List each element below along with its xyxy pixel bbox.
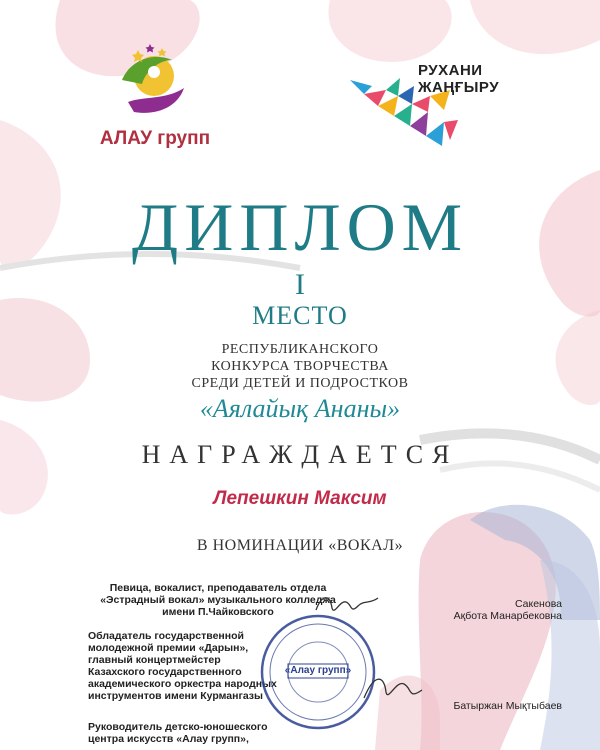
signatory-3-line-2: центра искусств «Алау групп», xyxy=(88,733,249,745)
signatory-2-line-1: Обладатель государственной xyxy=(88,630,244,642)
recipient-name: Лепешкин Максим xyxy=(213,488,387,509)
diploma-title: ДИПЛОМ xyxy=(131,189,469,265)
rukhani-logo-text xyxy=(418,62,499,96)
rukhani-line-1: РУХАНИ xyxy=(418,62,483,79)
signatory-2-line-5: академического оркестра народных xyxy=(88,678,277,690)
rukhani-line-2: ЖАҢҒЫРУ xyxy=(418,79,500,96)
alau-logo-icon xyxy=(88,40,218,125)
signatory-1-name xyxy=(412,598,562,622)
contest-name: «Аялайық Ананы» xyxy=(199,394,401,423)
signature-2 xyxy=(360,668,430,708)
contest-line-2: КОНКУРСА ТВОРЧЕСТВА xyxy=(211,359,389,374)
signatory-2-line-4: Казахского государственного xyxy=(88,666,242,678)
signatory-2-line-6: инструментов имени Курмангазы xyxy=(88,690,263,702)
signatory-2-line-2: молодежной премии «Дарын», xyxy=(88,642,249,654)
contest-line-3: СРЕДИ ДЕТЕЙ И ПОДРОСТКОВ xyxy=(191,376,409,391)
alau-logo-text: АЛАУ групп xyxy=(99,128,211,149)
contest-description xyxy=(0,341,600,392)
place-number: I xyxy=(295,268,305,301)
signatory-1-line-3: имени П.Чайковского xyxy=(162,606,274,618)
place-label: МЕСТО xyxy=(252,301,348,330)
signatory-2-name: Батыржан Мықтыбаев xyxy=(453,700,562,712)
signatory-1-line-2: «Эстрадный вокал» музыкального колледжа xyxy=(100,594,336,606)
signatory-1-name-line-2: Ақбота Манарбековна xyxy=(453,610,562,622)
awarded-label: НАГРАЖДАЕТСЯ xyxy=(141,440,459,469)
signatory-2-line-3: главный концертмейстер xyxy=(88,654,221,666)
nomination-label: В НОМИНАЦИИ «ВОКАЛ» xyxy=(196,537,404,554)
signatory-1-name-line-1: Сакенова xyxy=(514,598,562,610)
contest-line-1: РЕСПУБЛИКАНСКОГО xyxy=(221,342,379,357)
alau-logo xyxy=(88,40,218,155)
signatory-3-line-1: Руководитель детско-юношеского xyxy=(88,721,268,733)
signatory-1-line-1: Певица, вокалист, преподаватель отдела xyxy=(109,582,327,594)
stamp-center-text: «Алау групп» xyxy=(284,665,352,676)
